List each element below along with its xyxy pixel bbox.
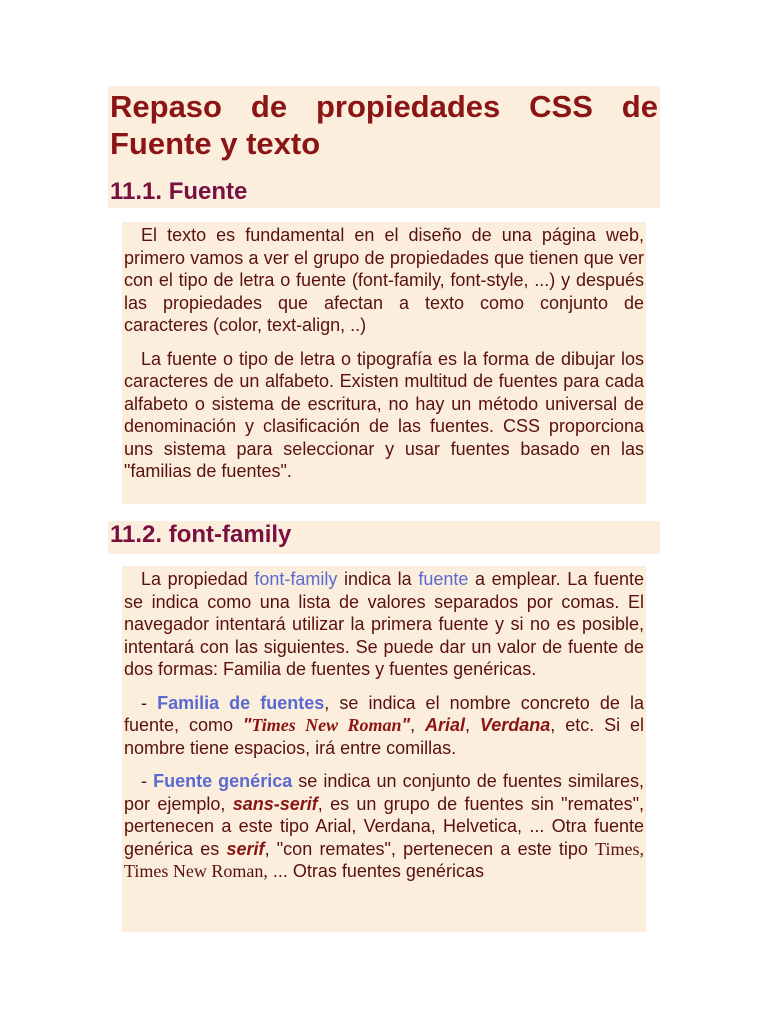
section-heading-bar — [108, 521, 660, 554]
paragraph: El texto es fundamental en el diseño de una página web, primero vamos a ver el grupo de propiedades que tienen que ver con el tipo de letra o fuente (font-family, font-style, ...) y después las propiedades que afectan a texto como conjunto de caracteres (color, text-align, ..) — [124, 225, 644, 335]
page-title: Repaso de propiedades CSS de Fuente y texto — [110, 89, 658, 161]
page-header — [108, 86, 660, 208]
font-example: Times New Roman — [251, 715, 402, 735]
text-run: - — [141, 692, 158, 713]
text-run: La propiedad — [141, 569, 255, 589]
content-box-fuente — [122, 222, 646, 504]
quote-mark: " — [242, 715, 252, 735]
keyword: font-family — [254, 569, 338, 589]
text-run: a emplear. La fuente se indica como una lista de valores separados por comas. El navegador intentará utilizar la primera fuente y si no es posible, intentará con las siguientes. Se puede dar un valor de fuente de dos formas: Familia de fuentes y fuentes genéricas. — [124, 569, 645, 679]
font-example: Verdana — [479, 715, 551, 735]
text-run: , "con remates", pertenecen a este tipo — [264, 838, 596, 859]
quote-mark: " — [401, 715, 411, 735]
font-example: sans-serif — [232, 793, 318, 814]
text-run: - — [141, 771, 154, 791]
font-example: Times, Times New Roman, — [124, 838, 644, 881]
text-run: , etc. Si el nombre tiene espacios, irá entre comillas. — [124, 715, 644, 758]
text-run: indica la — [337, 569, 419, 589]
section-heading-font-family: 11.2. font-family — [110, 521, 292, 548]
paragraph — [124, 770, 644, 883]
keyword: Fuente genérica — [153, 771, 293, 791]
text-run: , es un grupo de fuentes sin "remates", pertenecen a este tipo Arial, Verdana, Helvetica, ... Otra fuente genérica es — [124, 793, 644, 859]
content-box-font-family — [122, 566, 646, 932]
font-example: Arial — [424, 715, 466, 735]
text-run: se indica un conjunto de fuentes similares, por ejemplo, — [124, 771, 644, 814]
keyword: fuente — [418, 569, 469, 589]
text-run: ... Otras fuentes genéricas — [267, 861, 484, 881]
paragraph — [124, 568, 644, 681]
keyword: Familia de fuentes — [157, 692, 325, 713]
paragraph — [124, 692, 644, 760]
section-heading-fuente: 11.1. Fuente — [110, 178, 248, 205]
text-run: , — [465, 715, 480, 735]
text-run: , — [410, 715, 425, 735]
text-run: , se indica el nombre concreto de la fuente, como — [124, 692, 644, 735]
paragraph: La fuente o tipo de letra o tipografía es la forma de dibujar los caracteres de un alfabeto. Existen multitud de fuentes para cada alfabeto o sistema de escritura, no hay un método universal de denominación y clasificación de las fuentes. CSS proporciona uns sistema para seleccionar y usar fuentes basado en las "familias de fuentes". — [124, 348, 644, 481]
font-example: serif — [226, 838, 265, 859]
